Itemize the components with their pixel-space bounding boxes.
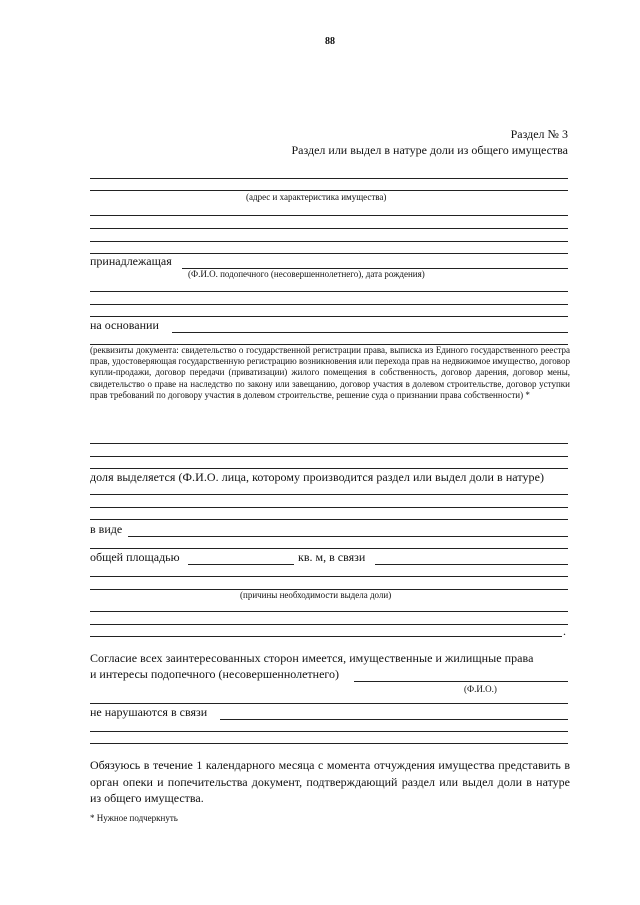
share-line[interactable]	[90, 519, 568, 520]
not-violated-label: не нарушаются в связи	[90, 705, 208, 719]
page-number: 88	[325, 36, 335, 47]
pledge-text: Обязуюсь в течение 1 календарного месяца с момента отчуждения имущества представить в орган опеки и попечительства документ, подтверждающий раздел или выдел доли в натуре из общего имущества.	[90, 758, 570, 805]
reason-line[interactable]	[90, 611, 568, 612]
agreement-line-2: и интересы подопечного (несовершеннолетнего)	[90, 667, 340, 681]
ward-caption: (Ф.И.О. подопечного (несовершеннолетнего), дата рождения)	[188, 269, 425, 279]
address-line[interactable]	[90, 215, 568, 216]
basis-field[interactable]	[172, 332, 568, 333]
basis-line[interactable]	[90, 456, 568, 457]
in-form-line[interactable]	[90, 548, 568, 549]
reason-field[interactable]	[375, 564, 568, 565]
basis-label: на основании	[90, 318, 159, 332]
reason-line[interactable]	[90, 636, 562, 637]
address-line[interactable]	[90, 228, 568, 229]
trailing-period: .	[563, 624, 566, 638]
basis-line[interactable]	[90, 468, 568, 469]
belonging-label: принадлежащая	[90, 254, 172, 268]
footnote: * Нужное подчеркнуть	[90, 813, 178, 823]
fio-field[interactable]	[354, 681, 568, 682]
sqm-label: кв. м, в связи	[298, 550, 366, 564]
agreement-line-1: Согласие всех заинтересованных сторон имеется, имущественные и жилищные права	[90, 651, 534, 665]
ward-line[interactable]	[90, 316, 568, 317]
in-form-label: в виде	[90, 522, 123, 536]
reason-caption: (причины необходимости выдела доли)	[240, 590, 392, 600]
share-line[interactable]	[90, 494, 568, 495]
address-line[interactable]	[90, 190, 568, 191]
not-violated-field[interactable]	[220, 719, 568, 720]
address-line[interactable]	[90, 178, 568, 179]
area-field[interactable]	[188, 564, 294, 565]
section-title: Раздел или выдел в натуре доли из общего имущества	[291, 143, 568, 157]
not-violated-line[interactable]	[90, 743, 568, 744]
in-form-field[interactable]	[128, 536, 568, 537]
agreement-line[interactable]	[90, 703, 568, 704]
fio-caption: (Ф.И.О.)	[464, 684, 497, 694]
not-violated-line[interactable]	[90, 731, 568, 732]
area-label: общей площадью	[90, 550, 180, 564]
reason-line[interactable]	[90, 576, 568, 577]
section-number: Раздел № 3	[510, 127, 568, 141]
document-requisites: (реквизиты документа: свидетельство о государственной регистрации права, выписка из Единого государственного реестра прав, удостоверяющая государственную регистрацию возникновения или перехода прав на недвижимое имущество, договор купли-продажи, договор передачи (приватизации) жилого помещения в собственность, договор дарения, договор мены, свидетельство о праве на наследство по закону или завещанию, договор участия в долевом строительстве, договор уступки прав требований по договору участия в долевом строительстве, решение суда о признании права собственности) *	[90, 345, 570, 400]
ward-line[interactable]	[90, 291, 568, 292]
share-line[interactable]	[90, 507, 568, 508]
basis-line[interactable]	[90, 443, 568, 444]
address-line[interactable]	[90, 241, 568, 242]
ward-line[interactable]	[90, 304, 568, 305]
share-label: доля выделяется (Ф.И.О. лица, которому производится раздел или выдел доли в натуре)	[90, 470, 545, 484]
address-caption: (адрес и характеристика имущества)	[246, 192, 387, 202]
reason-line[interactable]	[90, 624, 568, 625]
